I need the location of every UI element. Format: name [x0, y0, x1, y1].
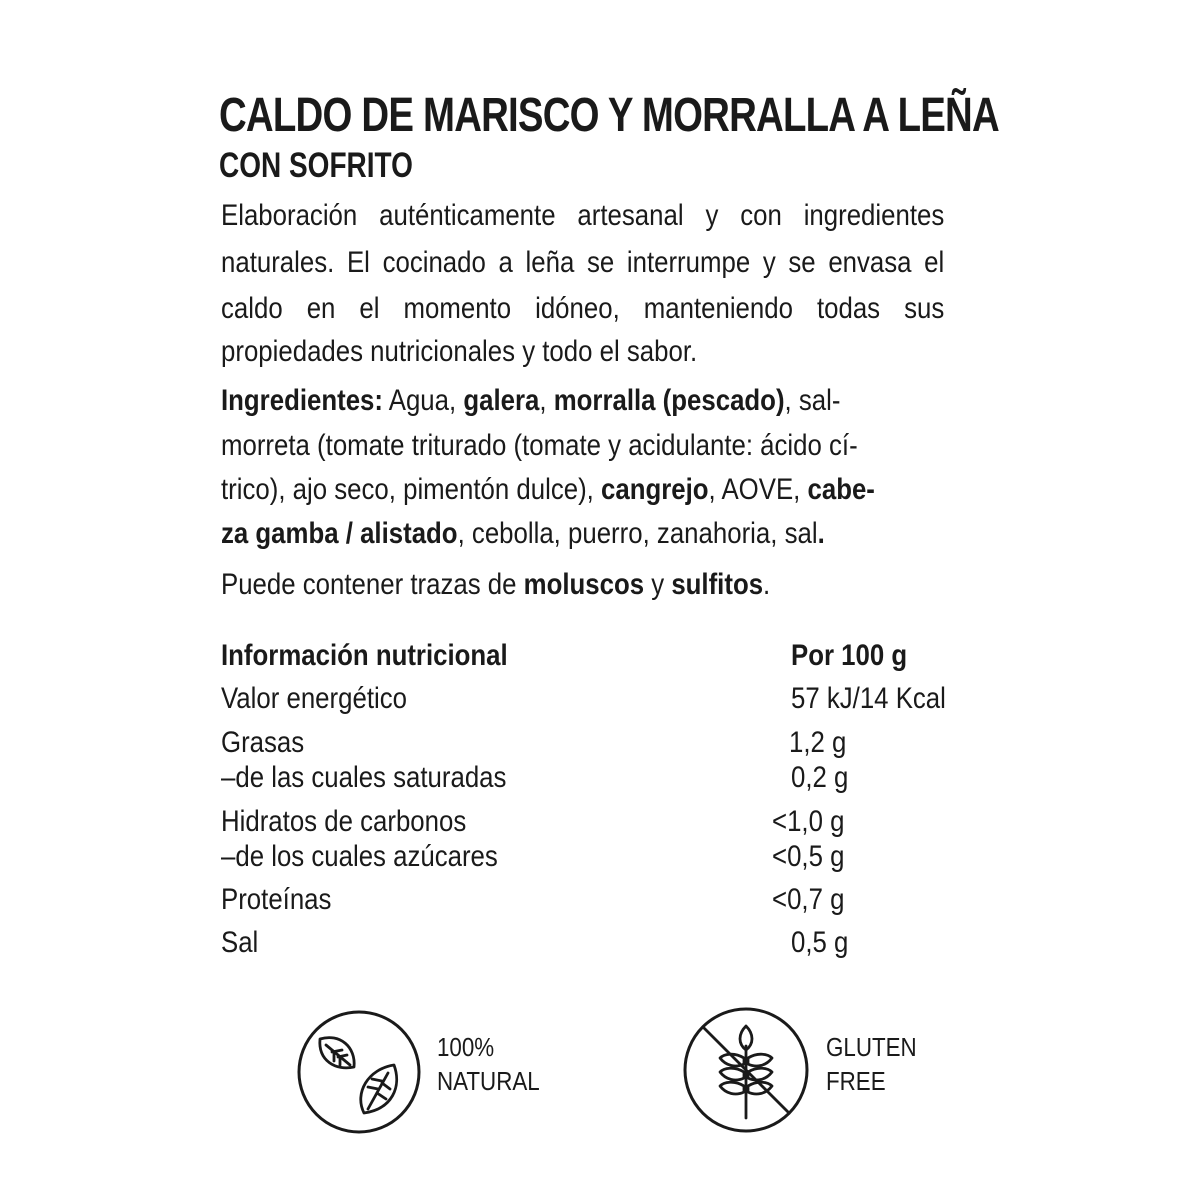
- nutrition-value: 0,5 g: [791, 926, 849, 959]
- nutrition-label: –de las cuales saturadas: [221, 761, 507, 794]
- nutrition-label: Valor energético: [221, 682, 407, 715]
- ingredients-line: [221, 470, 875, 510]
- description-line: Elaboración auténticamente artesanal y con ingredientes: [221, 199, 945, 232]
- nutrition-label: Hidratos de carbonos: [221, 805, 467, 838]
- nutrition-value: <0,7 g: [772, 883, 845, 916]
- description-line: naturales. El cocinado a leña se interrumpe y se envasa el: [221, 246, 945, 279]
- nutrition-value: <1,0 g: [772, 805, 845, 838]
- ingredient-allergen: galera: [463, 384, 540, 417]
- badge-natural-line2: NATURAL: [437, 1066, 540, 1096]
- nutrition-per-header: Por 100 g: [791, 639, 908, 672]
- ingredients-label: Ingredientes:: [221, 384, 384, 417]
- badge-natural-line1: 100%: [437, 1032, 495, 1062]
- leaf-icon: [296, 1009, 422, 1135]
- ingredient-allergen: morralla (pescado): [553, 384, 785, 417]
- ingredients-line: [221, 381, 840, 421]
- product-title: CALDO DE MARISCO Y MORRALLA A LEÑA: [219, 89, 999, 142]
- ingredient-text: trico), ajo seco, pimentón dulce),: [221, 473, 602, 506]
- description-line: propiedades nutricionales y todo el sabor.: [221, 335, 698, 368]
- ingredient-allergen: za gamba / alistado: [221, 517, 458, 550]
- nutrition-value: <0,5 g: [772, 840, 845, 873]
- nutrition-label: Grasas: [221, 726, 305, 759]
- nutrition-value: 1,2 g: [789, 726, 847, 759]
- nutrition-label: Proteínas: [221, 883, 332, 916]
- nutrition-label: –de los cuales azúcares: [221, 840, 498, 873]
- ingredient-text: , AOVE,: [708, 473, 808, 506]
- nutrition-value: 57 kJ/14 Kcal: [791, 682, 946, 715]
- ingredient-text: Agua,: [383, 384, 464, 417]
- wheat-crossed-icon: [682, 1006, 810, 1134]
- badge-gluten-line1: GLUTEN: [826, 1032, 917, 1062]
- ingredient-allergen: cangrejo: [601, 473, 709, 506]
- description-line: caldo en el momento idóneo, manteniendo todas sus: [221, 292, 945, 325]
- allergen-text: .: [763, 568, 771, 601]
- allergen-warning: [221, 565, 770, 605]
- product-subtitle: CON SOFRITO: [219, 146, 413, 185]
- badge-gluten-line2: FREE: [826, 1066, 886, 1096]
- ingredients-line: morreta (tomate triturado (tomate y acidulante: ácido cí-: [221, 429, 858, 462]
- allergen-text: Puede contener trazas de: [221, 568, 524, 601]
- ingredient-text: ,: [539, 384, 554, 417]
- nutrition-value: 0,2 g: [791, 761, 849, 794]
- nutrition-label: Sal: [221, 926, 259, 959]
- ingredient-text: , sal-: [784, 384, 841, 417]
- nutrition-header: Información nutricional: [221, 639, 508, 672]
- allergen-name: moluscos: [523, 568, 645, 601]
- allergen-text: y: [644, 568, 672, 601]
- ingredients-line: [221, 514, 825, 554]
- ingredient-allergen: cabe-: [807, 473, 875, 506]
- ingredient-text: .: [817, 517, 825, 550]
- ingredient-text: , cebolla, puerro, zanahoria, sal: [457, 517, 818, 550]
- allergen-name: sulfitos: [671, 568, 764, 601]
